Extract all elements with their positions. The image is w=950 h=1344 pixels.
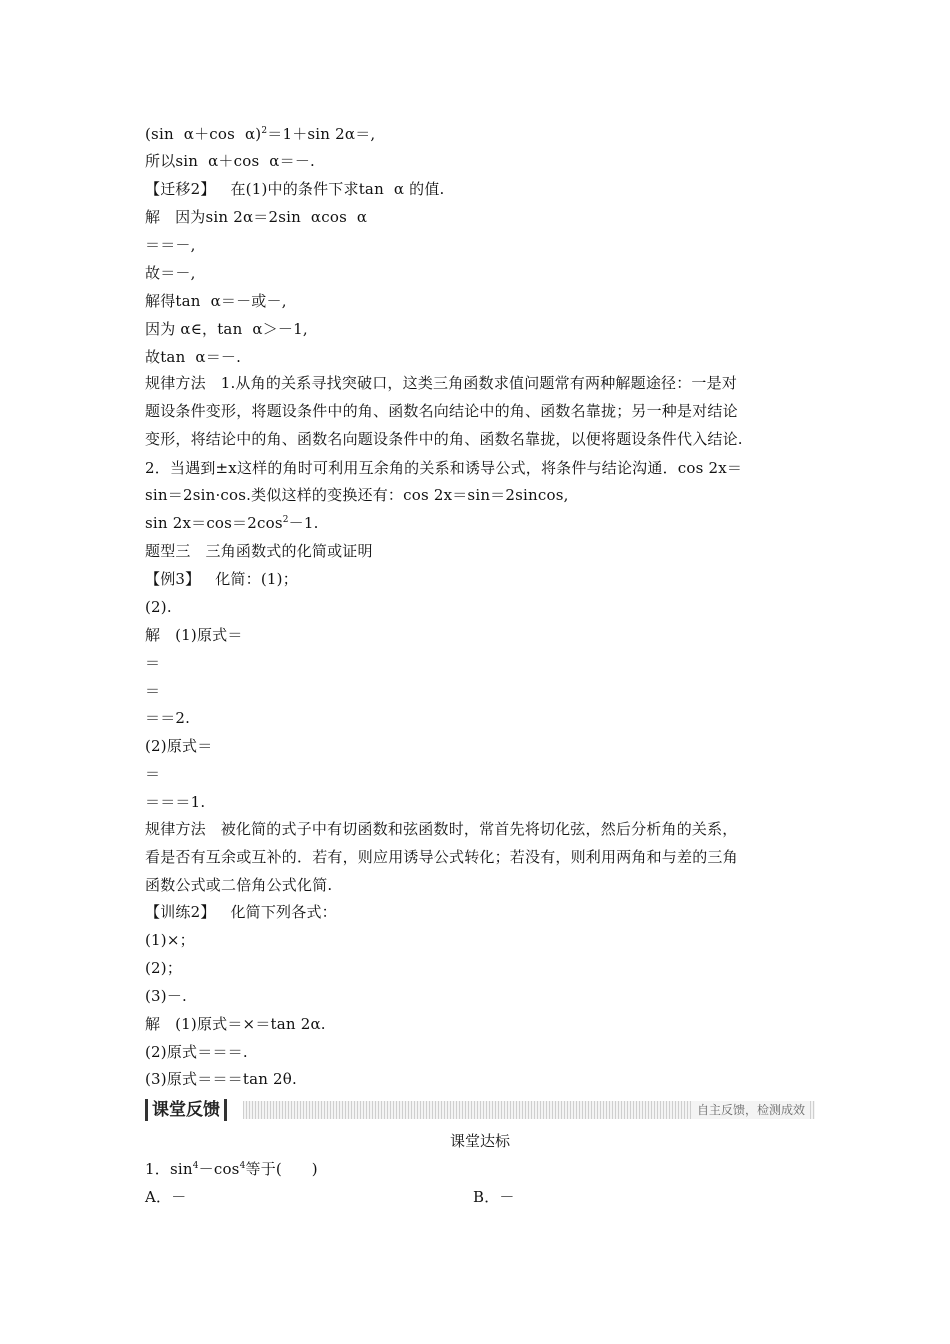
text-line: 规律方法 被化简的式子中有切函数和弦函数时，常首先将切化弦，然后分析角的关系，: [145, 820, 738, 838]
question-stem: 1．$\sin^4-\cos^4$等于( ): [145, 1160, 318, 1178]
text-line: 因为 α∈，tan α＞－1,: [145, 320, 308, 338]
text-line: sin＝2sin·cos.类似这样的变换还有：cos 2x＝sin＝2sincos,: [145, 486, 569, 504]
text-line: 看是否有互余或互补的．若有，则应用诱导公式转化；若没有，则利用两角和与差的三角: [145, 848, 738, 866]
text-line: ＝: [145, 682, 161, 700]
example-heading: 【例3】 化简：(1)；: [145, 570, 298, 588]
text-line: $\sin 2x=\cos=2\cos^2-1$.: [145, 514, 319, 532]
text-line: 规律方法 1.从角的关系寻找突破口，这类三角函数求值问题常有两种解题途径：一是对: [145, 374, 738, 392]
text-line: (2)；: [145, 959, 183, 977]
text-line: (3)原式＝＝＝tan 2θ.: [145, 1070, 297, 1088]
text-line: (sin α＋cos α)$^2$＝1＋sin 2α＝,: [145, 125, 376, 143]
text-line: 题设条件变形，将题设条件中的角、函数名向结论中的角、函数名靠拢；另一种是对结论: [145, 402, 738, 420]
text-line: ＝＝＝1.: [145, 793, 206, 811]
text-line: 所以sin α＋cos α＝－.: [145, 152, 315, 170]
subsection-title: 课堂达标: [449, 1132, 510, 1150]
text-line: 解得tan α＝－或－,: [145, 292, 287, 310]
text-line: (1)×；: [145, 931, 195, 949]
text-line: ＝＝2.: [145, 709, 191, 727]
text-line: ＝＝－,: [145, 236, 196, 254]
example-heading: 【训练2】 化简下列各式：: [145, 903, 337, 921]
text-line: 解 (1)原式＝×＝tan 2α.: [145, 1015, 326, 1033]
text-line: (3)－.: [145, 987, 188, 1005]
section-banner: [145, 1099, 815, 1121]
text-line: 变形，将结论中的角、函数名向题设条件中的角、函数名靠拢，以便将题设条件代入结论.: [145, 430, 743, 448]
text-line: 解 因为sin 2α＝2sin αcos α: [145, 208, 368, 226]
option-b: B．－: [473, 1188, 515, 1206]
text-line: 故tan α＝－.: [145, 348, 242, 366]
text-line: 函数公式或二倍角公式化简.: [145, 876, 333, 894]
text-line: (2).: [145, 598, 172, 616]
text-line: 故＝－,: [145, 264, 196, 282]
text-line: (2)原式＝＝＝.: [145, 1043, 248, 1061]
text-line: 2．当遇到±x这样的角时可利用互余角的关系和诱导公式，将条件与结论沟通．cos 2x＝: [145, 459, 743, 477]
text-line: ＝: [145, 765, 161, 783]
text-line: 解 (1)原式＝: [145, 626, 243, 644]
text-line: (2)原式＝: [145, 737, 213, 755]
banner-subtitle: 自主反馈，检测成效: [693, 1101, 809, 1119]
option-a: A．－: [145, 1188, 187, 1206]
text-line: ＝: [145, 654, 161, 672]
banner-title: 课堂反馈: [145, 1099, 227, 1121]
section-heading: 题型三 三角函数式的化简或证明: [145, 542, 373, 560]
example-heading: 【迁移2】 在(1)中的条件下求tan α 的值.: [145, 180, 445, 198]
